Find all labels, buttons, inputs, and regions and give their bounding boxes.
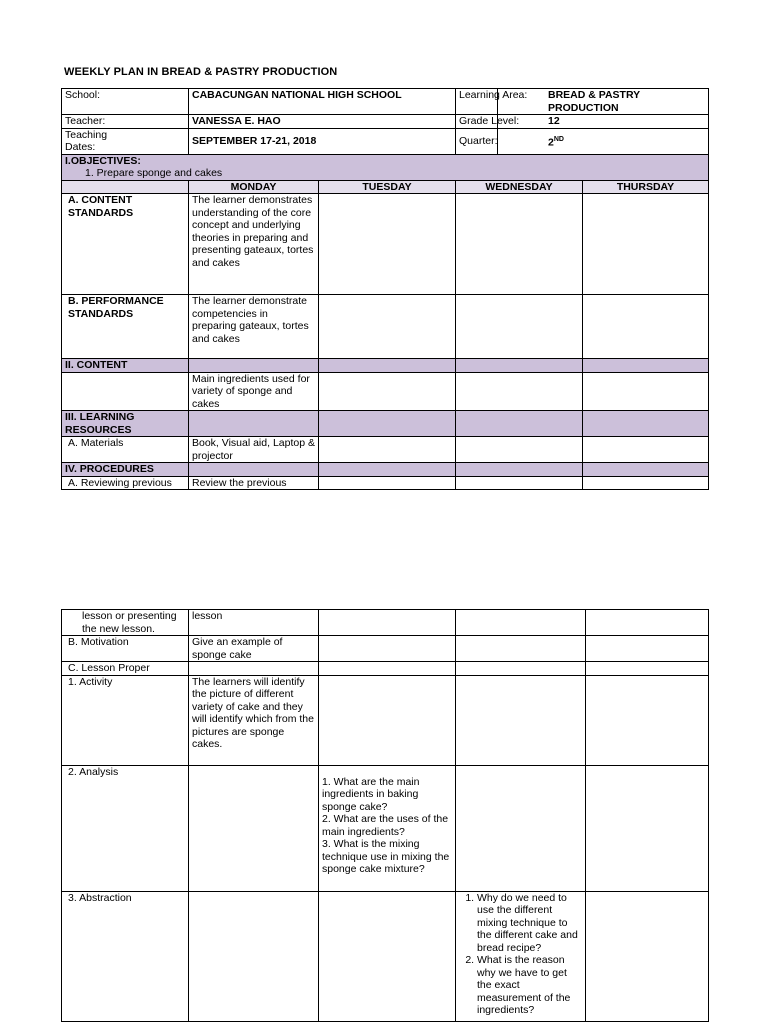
lesson-proper-tuesday [319, 662, 456, 676]
day-tuesday: TUESDAY [319, 180, 456, 194]
performance-standards-label: B. PERFORMANCE STANDARDS [62, 295, 189, 359]
teacher-label: Teacher: [62, 115, 189, 129]
reviewing-label: A. Reviewing previous [62, 476, 189, 490]
analysis-label: 2. Analysis [62, 765, 189, 891]
reviewing-tuesday [319, 476, 456, 490]
activity-label: 1. Activity [62, 675, 189, 765]
motivation-tuesday [319, 636, 456, 662]
content-label-blank [62, 372, 189, 411]
abstraction-item: 1. Why do we need to use the different mixing technique to the different cake and bread recipe? [477, 892, 582, 955]
objective-item: 1. Prepare sponge and cakes [85, 167, 223, 179]
reviewing-wednesday-cont [456, 610, 586, 636]
content-standards-thursday [583, 194, 709, 295]
procedures-heading-wednesday [456, 463, 583, 477]
reviewing-wednesday [456, 476, 583, 490]
dates-label: Teaching Dates: [62, 128, 189, 154]
weekly-plan-table [61, 88, 709, 490]
lesson-proper-monday [189, 662, 319, 676]
analysis-wednesday [456, 765, 586, 891]
school-label: School: [62, 89, 189, 115]
grade-label: Grade Level: [456, 115, 498, 129]
reviewing-thursday-cont [586, 610, 709, 636]
content-heading-wednesday [456, 359, 583, 373]
abstraction-tuesday [319, 891, 456, 1021]
content-heading: II. CONTENT [62, 359, 189, 373]
learning-area-label: Learning Area: [456, 89, 498, 115]
procedures-heading-thursday [583, 463, 709, 477]
reviewing-monday: Review the previous [189, 476, 319, 490]
performance-standards-monday: The learner demonstrate competencies in preparing gateaux, tortes and cakes [189, 295, 319, 359]
teacher-value: VANESSA E. HAO [189, 115, 456, 129]
grade-value: 12 [498, 115, 709, 129]
abstraction-thursday [586, 891, 709, 1021]
content-tuesday [319, 372, 456, 411]
content-heading-tuesday [319, 359, 456, 373]
activity-wednesday [456, 675, 586, 765]
motivation-wednesday [456, 636, 586, 662]
day-thursday: THURSDAY [583, 180, 709, 194]
content-standards-wednesday [456, 194, 583, 295]
objectives-heading: I.OBJECTIVES: [65, 154, 141, 167]
weekly-plan-table-continued [61, 609, 709, 1022]
content-monday: Main ingredients used for variety of sponge and cakes [189, 372, 319, 411]
resources-heading-thursday [583, 411, 709, 437]
content-thursday [583, 372, 709, 411]
reviewing-label-cont: lesson or presenting the new lesson. [62, 610, 189, 636]
activity-tuesday [319, 675, 456, 765]
analysis-monday [189, 765, 319, 891]
materials-monday: Book, Visual aid, Laptop & projector [189, 437, 319, 463]
day-wednesday: WEDNESDAY [456, 180, 583, 194]
reviewing-monday-cont: lesson [189, 610, 319, 636]
lesson-proper-wednesday [456, 662, 586, 676]
procedures-heading-tuesday [319, 463, 456, 477]
materials-thursday [583, 437, 709, 463]
performance-standards-tuesday [319, 295, 456, 359]
content-wednesday [456, 372, 583, 411]
content-standards-label: A. CONTENT STANDARDS [62, 194, 189, 295]
analysis-thursday [586, 765, 709, 891]
learning-area-value: BREAD & PASTRY PRODUCTION [498, 89, 709, 115]
resources-heading-wednesday [456, 411, 583, 437]
school-value: CABACUNGAN NATIONAL HIGH SCHOOL [189, 89, 456, 115]
resources-heading-monday [189, 411, 319, 437]
dates-value: SEPTEMBER 17-21, 2018 [189, 128, 456, 154]
objectives-section [62, 154, 709, 180]
materials-wednesday [456, 437, 583, 463]
lesson-proper-thursday [586, 662, 709, 676]
performance-standards-wednesday [456, 295, 583, 359]
motivation-label: B. Motivation [62, 636, 189, 662]
content-standards-tuesday [319, 194, 456, 295]
content-heading-monday [189, 359, 319, 373]
performance-standards-thursday [583, 295, 709, 359]
abstraction-monday [189, 891, 319, 1021]
procedures-heading: IV. PROCEDURES [62, 463, 189, 477]
activity-monday: The learners will identify the picture of different variety of cake and they will identify which from the pictures are sponge cakes. [189, 675, 319, 765]
quarter-value: 2ND [498, 128, 709, 154]
motivation-monday: Give an example of sponge cake [189, 636, 319, 662]
abstraction-label: 3. Abstraction [62, 891, 189, 1021]
day-header-blank [62, 180, 189, 194]
materials-label: A. Materials [62, 437, 189, 463]
abstraction-wednesday [456, 891, 586, 1021]
procedures-heading-monday [189, 463, 319, 477]
analysis-tuesday: 1. What are the main ingredients in baking sponge cake? 2. What are the uses of the main ingredients? 3. What is the mixing technique use in mixing the sponge cake mixture? [319, 765, 456, 891]
content-standards-monday: The learner demonstrates understanding of the core concept and underlying theories in preparing and presenting gateaux, tortes and cakes [189, 194, 319, 295]
content-heading-thursday [583, 359, 709, 373]
motivation-thursday [586, 636, 709, 662]
materials-tuesday [319, 437, 456, 463]
document-title: WEEKLY PLAN IN BREAD & PASTRY PRODUCTION [64, 66, 338, 78]
reviewing-thursday [583, 476, 709, 490]
resources-heading: III. LEARNING RESOURCES [62, 411, 189, 437]
resources-heading-tuesday [319, 411, 456, 437]
reviewing-tuesday-cont [319, 610, 456, 636]
quarter-label: Quarter: [456, 128, 498, 154]
abstraction-item: 2. What is the reason why we have to get the exact measurement of the ingredients? [477, 954, 582, 1017]
day-monday: MONDAY [189, 180, 319, 194]
activity-thursday [586, 675, 709, 765]
lesson-proper-label: C. Lesson Proper [62, 662, 189, 676]
